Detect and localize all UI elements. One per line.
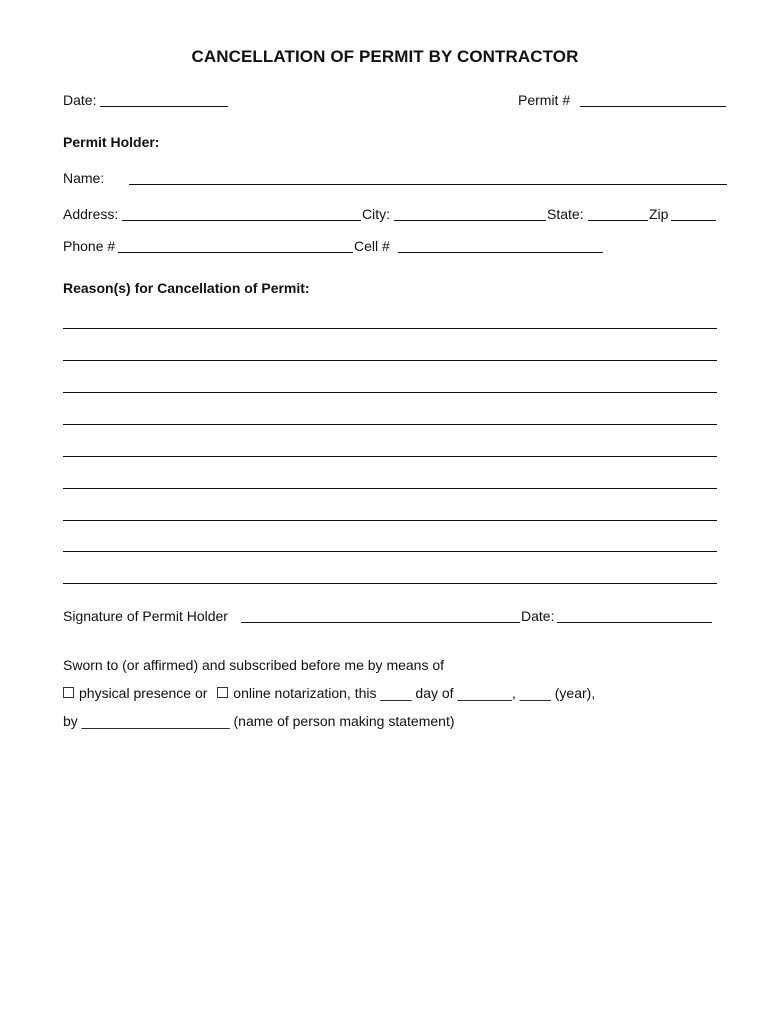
zip-label: Zip (649, 206, 669, 222)
online-notarization-checkbox[interactable] (217, 687, 228, 698)
address-field[interactable] (122, 220, 361, 221)
physical-presence-label: physical presence or (79, 685, 208, 701)
notary-statement: Sworn to (or affirmed) and subscribed before me by means of (63, 657, 445, 673)
address-label: Address: (63, 206, 119, 222)
name-field[interactable] (129, 184, 727, 185)
notary-options (63, 684, 595, 702)
notary-name-line: by ___________________ (name of person making statement) (63, 713, 455, 729)
signature-date-field[interactable] (557, 622, 712, 623)
reason-line[interactable] (63, 583, 717, 584)
cell-field[interactable] (398, 252, 603, 253)
form-title: CANCELLATION OF PERMIT BY CONTRACTOR (191, 47, 579, 66)
name-label: Name: (63, 170, 105, 186)
date-label: Date: (63, 92, 97, 108)
phone-label: Phone # (63, 238, 116, 254)
reason-line[interactable] (63, 520, 717, 521)
signature-date-label: Date: (521, 608, 555, 624)
signature-field[interactable] (241, 622, 520, 623)
city-field[interactable] (394, 220, 546, 221)
permit-holder-heading: Permit Holder: (63, 134, 160, 150)
state-field[interactable] (588, 220, 648, 221)
zip-field[interactable] (671, 220, 716, 221)
city-label: City: (362, 206, 390, 222)
signature-label: Signature of Permit Holder (63, 608, 228, 624)
reason-line[interactable] (63, 424, 717, 425)
cell-label: Cell # (354, 238, 390, 254)
permit-number-field[interactable] (580, 106, 726, 107)
date-field[interactable] (100, 106, 228, 107)
online-notarization-label: online notarization, this ____ day of _______, ____ (year), (233, 685, 596, 701)
reason-line[interactable] (63, 456, 717, 457)
reason-line[interactable] (63, 488, 717, 489)
reason-line[interactable] (63, 328, 717, 329)
reason-line[interactable] (63, 360, 717, 361)
reason-line[interactable] (63, 551, 717, 552)
permit-number-label: Permit # (518, 92, 571, 108)
reasons-heading: Reason(s) for Cancellation of Permit: (63, 280, 310, 296)
state-label: State: (547, 206, 584, 222)
physical-presence-checkbox[interactable] (63, 687, 74, 698)
phone-field[interactable] (118, 252, 353, 253)
reason-line[interactable] (63, 392, 717, 393)
